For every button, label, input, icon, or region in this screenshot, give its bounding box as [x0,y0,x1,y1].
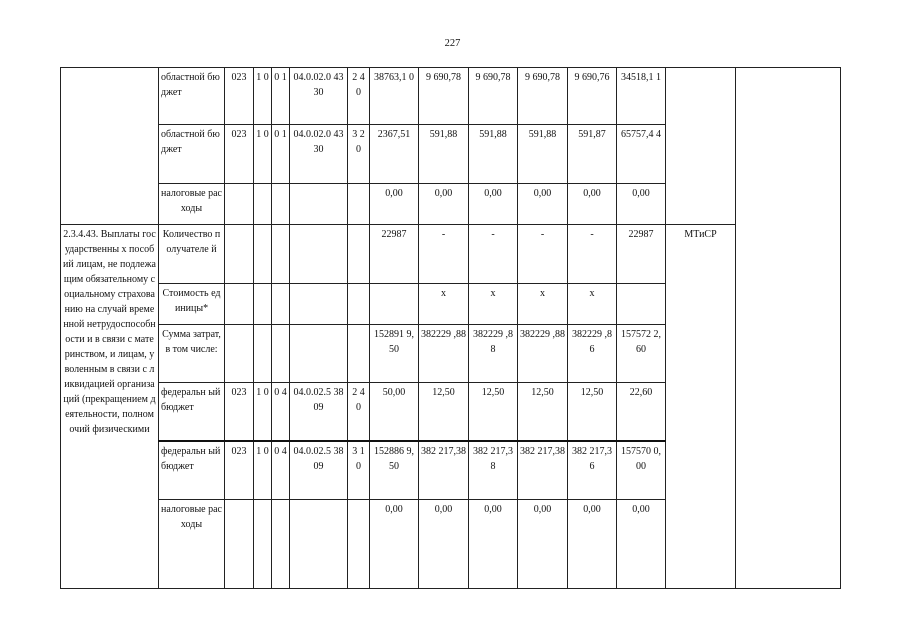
csr-code: 04.0.02.5 3809 [290,441,348,500]
value-q4: - [568,225,617,284]
value-q2: 591,88 [469,125,518,184]
row-label: областной бюджет [159,125,225,184]
rz-code [254,500,272,589]
value-q1: 591,88 [419,125,469,184]
value-q4: 0,00 [568,184,617,225]
value-q3: 591,88 [518,125,568,184]
row-label: налоговые расходы [159,184,225,225]
pr-code: 0 1 [272,125,290,184]
vr-code: 3 2 0 [348,125,370,184]
rz-code: 1 0 [254,383,272,441]
value-q3: 12,50 [518,383,568,441]
rz-code: 1 0 [254,68,272,125]
rz-code [254,284,272,325]
value-q1: 0,00 [419,184,469,225]
value-q3: 9 690,78 [518,68,568,125]
executor: МТиСР [666,225,736,589]
value-q4: 382229 ,86 [568,325,617,383]
value-q4: 9 690,76 [568,68,617,125]
value-q2: - [469,225,518,284]
row-label: налоговые расходы [159,500,225,589]
pr-code [272,225,290,284]
value-prev: 34518,1 1 [617,68,666,125]
value-total: 152891 9,50 [370,325,419,383]
value-q2: 0,00 [469,500,518,589]
value-q2: 0,00 [469,184,518,225]
item-name: 2.3.4.43. Выплаты государственны х пособий лицам, не подлежащим обязательному социальному страхованию на случай временной нетрудоспособн ости и в связи с материнством, и лицам, уволенным в связи с ликвидацией организаций (прекращением деятельности, полномочий физическими [61,225,159,589]
value-q3: - [518,225,568,284]
value-total: 2367,51 [370,125,419,184]
grbs-code [225,500,254,589]
row-label: Количество получателе й [159,225,225,284]
value-prev: 0,00 [617,500,666,589]
value-q1: - [419,225,469,284]
csr-code: 04.0.02.0 4330 [290,125,348,184]
csr-code [290,325,348,383]
table-row [61,68,841,125]
vr-code [348,500,370,589]
vr-code [348,284,370,325]
value-prev: 65757,4 4 [617,125,666,184]
rz-code [254,325,272,383]
rz-code [254,225,272,284]
csr-code: 04.0.02.5 3809 [290,383,348,441]
value-q3: 382 217,38 [518,441,568,500]
csr-code: 04.0.02.0 4330 [290,68,348,125]
value-total [370,284,419,325]
value-q4: 591,87 [568,125,617,184]
value-q1: 0,00 [419,500,469,589]
value-q4: 382 217,36 [568,441,617,500]
grbs-code: 023 [225,125,254,184]
page-number: 227 [444,38,461,49]
vr-code [348,325,370,383]
value-q2: 9 690,78 [469,68,518,125]
value-prev [617,284,666,325]
vr-code [348,225,370,284]
pr-code: 0 4 [272,441,290,500]
value-total: 0,00 [370,184,419,225]
vr-code: 3 1 0 [348,441,370,500]
value-q3: 0,00 [518,500,568,589]
row-label: федеральн ый бюджет [159,441,225,500]
value-prev: 0,00 [617,184,666,225]
value-q3: х [518,284,568,325]
grbs-code [225,225,254,284]
rz-code: 1 0 [254,441,272,500]
value-q4: 12,50 [568,383,617,441]
value-total: 50,00 [370,383,419,441]
pr-code [272,325,290,383]
grbs-code: 023 [225,441,254,500]
vr-code [348,184,370,225]
budget-table [60,67,841,589]
csr-code [290,284,348,325]
value-total: 152886 9,50 [370,441,419,500]
value-total: 0,00 [370,500,419,589]
grbs-code: 023 [225,68,254,125]
grbs-code [225,284,254,325]
pr-code [272,184,290,225]
value-q4: х [568,284,617,325]
row-label: Сумма затрат, в том числе: [159,325,225,383]
value-q1: х [419,284,469,325]
value-q1: 9 690,78 [419,68,469,125]
value-q1: 382229 ,88 [419,325,469,383]
pr-code [272,284,290,325]
table-row [61,225,841,284]
pr-code: 0 4 [272,383,290,441]
value-q1: 382 217,38 [419,441,469,500]
csr-code [290,225,348,284]
value-q1: 12,50 [419,383,469,441]
vr-code: 2 4 0 [348,68,370,125]
value-prev: 22,60 [617,383,666,441]
row-label: федеральн ый бюджет [159,383,225,441]
notes-cell [736,68,841,589]
rz-code: 1 0 [254,125,272,184]
value-q3: 0,00 [518,184,568,225]
rz-code [254,184,272,225]
executor-cell-empty [666,68,736,225]
vr-code: 2 4 0 [348,383,370,441]
value-q3: 382229 ,88 [518,325,568,383]
value-total: 38763,1 0 [370,68,419,125]
value-q2: 12,50 [469,383,518,441]
value-q2: 382229 ,88 [469,325,518,383]
value-prev: 157572 2,60 [617,325,666,383]
pr-code [272,500,290,589]
value-prev: 157570 0,00 [617,441,666,500]
csr-code [290,500,348,589]
pr-code: 0 1 [272,68,290,125]
value-q2: 382 217,38 [469,441,518,500]
value-total: 22987 [370,225,419,284]
csr-code [290,184,348,225]
value-q4: 0,00 [568,500,617,589]
grbs-code [225,184,254,225]
row-label: Стоимость единицы* [159,284,225,325]
grbs-code: 023 [225,383,254,441]
value-q2: х [469,284,518,325]
item-name-cell-empty [61,68,159,225]
grbs-code [225,325,254,383]
value-prev: 22987 [617,225,666,284]
row-label: областной бюджет [159,68,225,125]
